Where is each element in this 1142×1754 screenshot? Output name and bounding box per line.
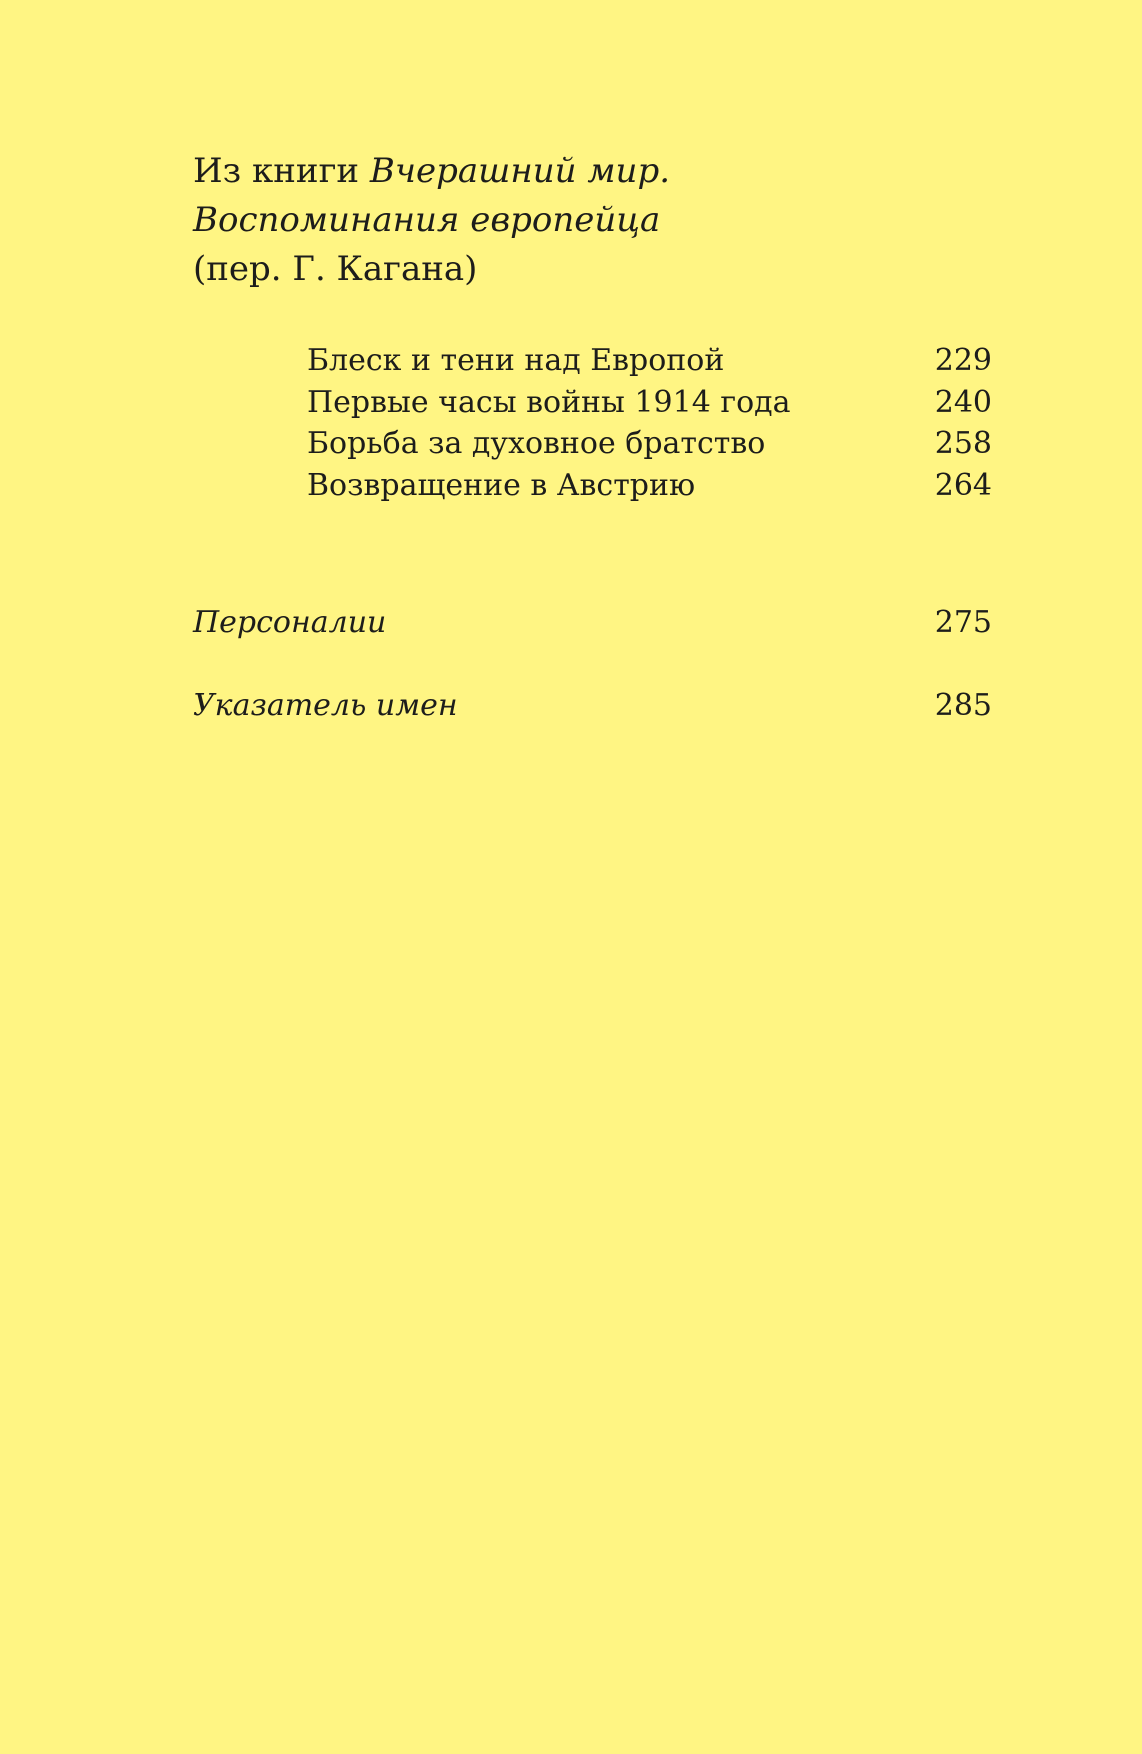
toc-entry-title: Возвращение в Австрию <box>307 467 696 503</box>
section-heading <box>193 147 993 294</box>
toc-entry-page: 258 <box>934 426 992 461</box>
toc-entry-page: 240 <box>934 384 992 420</box>
toc-entry-title: Указатель имен <box>193 688 458 723</box>
toc-entry-title: Блеск и тени над Европой <box>307 343 725 378</box>
toc-entry-title: Первые часы войны 1914 года <box>307 384 791 420</box>
toc-entry[interactable] <box>307 340 992 382</box>
toc-entry-title: Борьба за духовное братство <box>307 426 766 461</box>
toc-entry[interactable] <box>307 465 992 507</box>
toc-entry-page: 275 <box>934 605 992 640</box>
book-title-line-1: Вчерашний мир. <box>369 151 671 191</box>
heading-prefix: Из книги <box>193 151 370 191</box>
book-title-line-2: Воспоминания европейца <box>193 200 661 240</box>
toc-entry-page: 229 <box>934 343 992 378</box>
toc-entry-title: Персоналии <box>193 605 387 640</box>
toc-entry-name-index[interactable] <box>193 685 992 727</box>
toc-entry-page: 285 <box>934 688 992 723</box>
translator-note: (пер. Г. Кагана) <box>193 249 478 289</box>
toc-list <box>307 340 992 506</box>
toc-entry[interactable] <box>307 382 992 424</box>
toc-entry[interactable] <box>307 423 992 465</box>
toc-entry-personalia[interactable] <box>193 602 992 644</box>
toc-entry-page: 264 <box>934 467 992 503</box>
